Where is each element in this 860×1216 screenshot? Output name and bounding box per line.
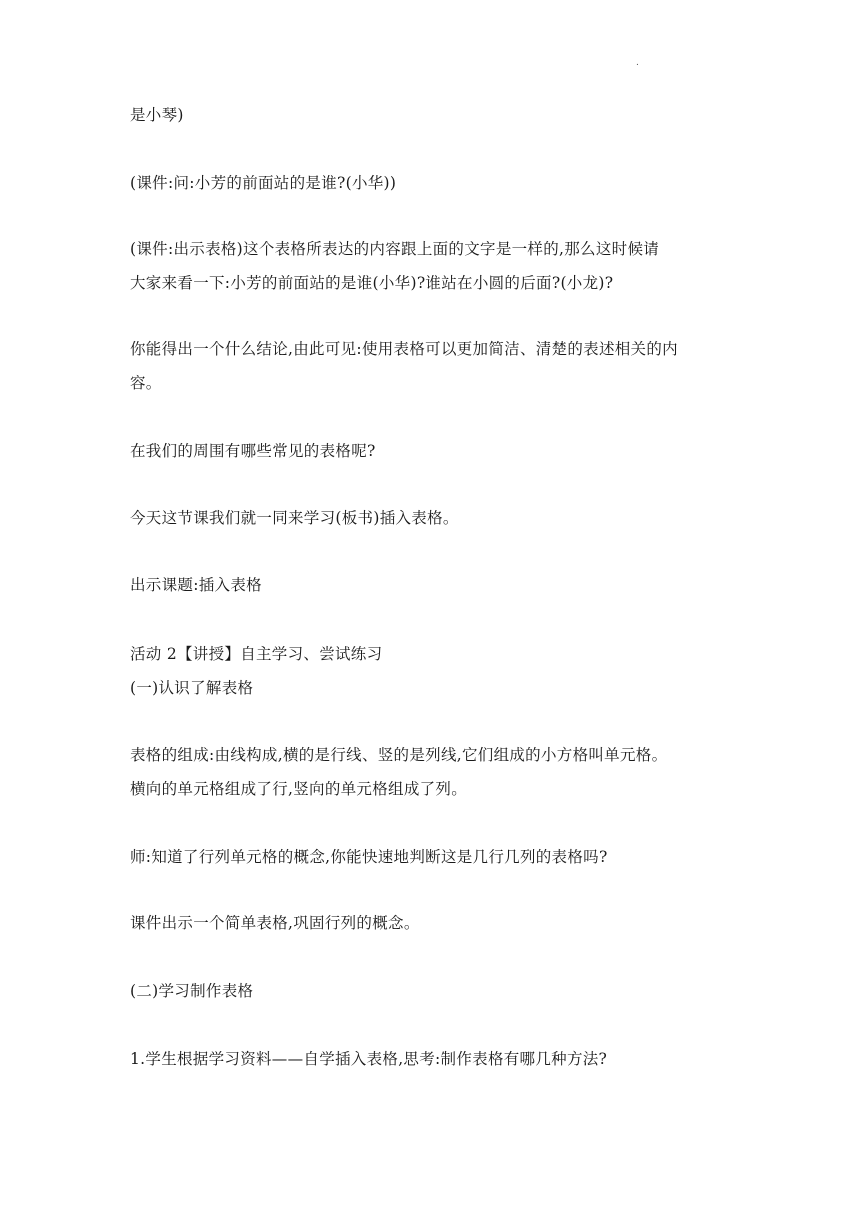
text-line-8: 今天这节课我们就一同来学习(板书)插入表格。 xyxy=(130,509,459,527)
subsection-heading-1: (一)认识了解表格 xyxy=(130,679,254,697)
text-line-9: 出示课题:插入表格 xyxy=(130,576,262,594)
text-line-5: 你能得出一个什么结论,由此可见:使用表格可以更加简洁、清楚的表述相关的内 xyxy=(130,340,678,358)
text-line-13: 横向的单元格组成了行,竖向的单元格组成了列。 xyxy=(130,780,468,798)
text-line-17: 1.学生根据学习资料——自学插入表格,思考:制作表格有哪几种方法? xyxy=(130,1050,608,1068)
text-line-1: 是小琴) xyxy=(130,106,184,124)
text-line-7: 在我们的周围有哪些常见的表格呢? xyxy=(130,442,376,460)
section-heading-activity-2: 活动 2【讲授】自主学习、尝试练习 xyxy=(130,645,383,663)
text-line-2: (课件:问:小芳的前面站的是谁?(小华)) xyxy=(130,174,397,192)
header-mark: . xyxy=(636,58,639,68)
text-line-14: 师:知道了行列单元格的概念,你能快速地判断这是几行几列的表格吗? xyxy=(130,848,608,866)
text-line-15: 课件出示一个简单表格,巩固行列的概念。 xyxy=(130,914,420,932)
text-line-6: 容。 xyxy=(130,374,162,392)
subsection-heading-2: (二)学习制作表格 xyxy=(130,982,254,1000)
text-line-3: (课件:出示表格)这个表格所表达的内容跟上面的文字是一样的,那么这时候请 xyxy=(130,240,660,258)
text-line-12: 表格的组成:由线构成,横的是行线、竖的是列线,它们组成的小方格叫单元格。 xyxy=(130,746,668,764)
text-line-4: 大家来看一下:小芳的前面站的是谁(小华)?谁站在小圆的后面?(小龙)? xyxy=(130,274,614,292)
